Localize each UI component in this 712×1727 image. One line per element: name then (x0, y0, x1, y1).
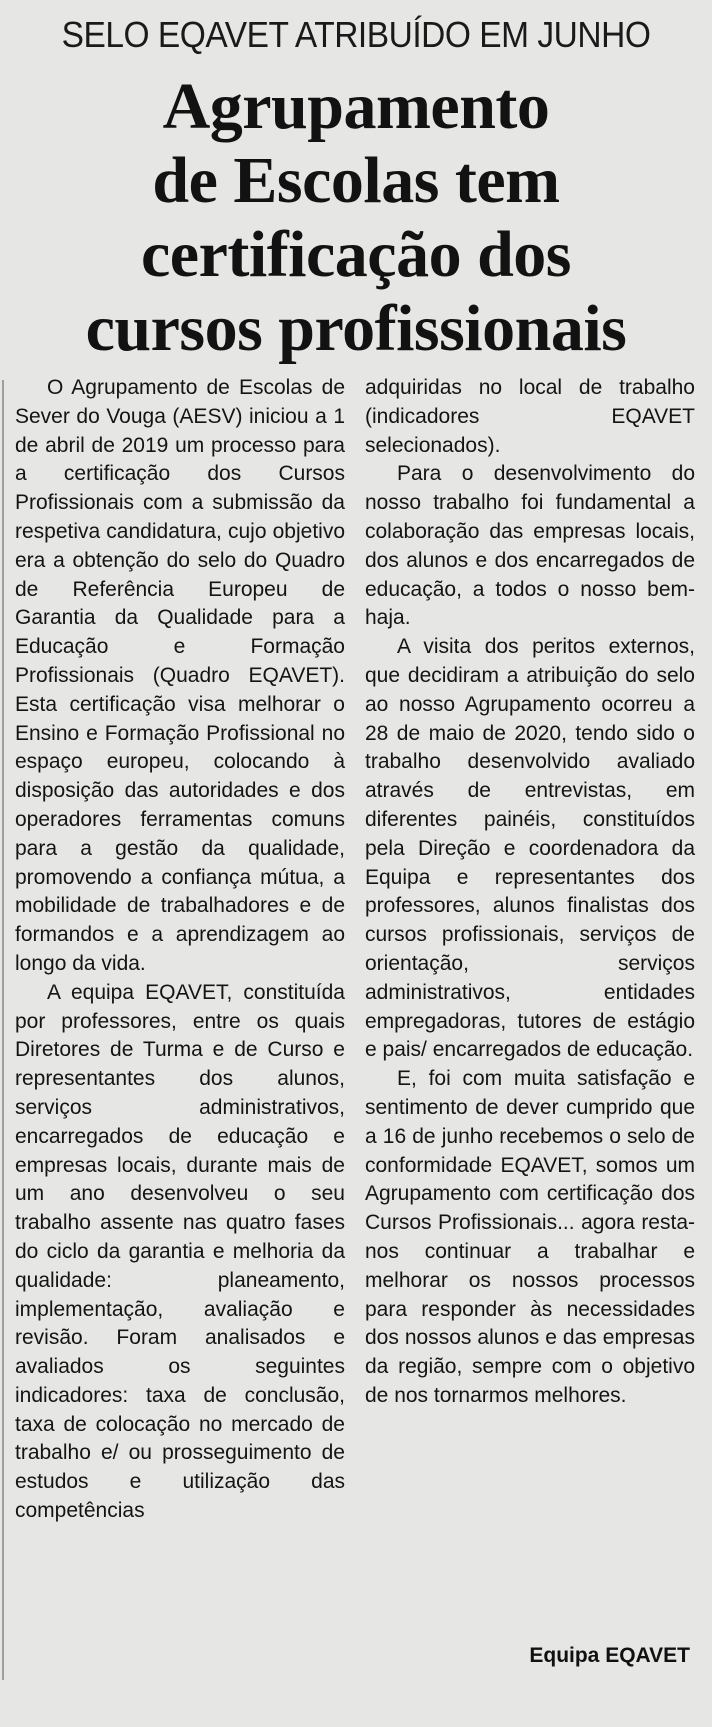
article-body (15, 374, 695, 1526)
article-headline (0, 70, 712, 366)
headline-line-1: Agrupamento (162, 70, 550, 143)
article-signature: Equipa EQAVET (529, 1644, 690, 1667)
column-edge-divider (2, 380, 4, 1680)
paragraph-conclusion: E, foi com muita satisfação e sentimento de dever cumprido que a 16 de junho recebemos o selo de conformidade EQAVET, somos um Agrupamento com certificação dos Cursos Profissionais... agora resta-nos continuar a trabalhar e melhorar os nossos processos para responder às necessidades dos nossos alunos e das empresas da região, sempre com o objetivo de nos tornarmos melhores. (365, 1067, 695, 1407)
paragraph-team: A equipa EQAVET, constituída por professores, entre os quais Diretores de Turma e de Curso e representantes dos alunos, serviços administrativos, encarregados de educação e empresas locais, durante mais de um ano desenvolveu o seu trabalho assente nas quatro fases do ciclo da garantia e melhoria da qualidade: planeamento, implementação, avaliação e revisão. Foram analisados e avaliados os seguintes indicadores: taxa de conclusão, taxa de colocação no mercado de trabalho e/ ou prosseguimento de estudos e utilização das competências (15, 980, 345, 1523)
paragraph-intro: O Agrupamento de Escolas de Sever do Vouga (AESV) iniciou a 1 de abril de 2019 um processo para a certificação dos Cursos Profissionais com a submissão da respetiva candidatura, cujo objetivo era a obtenção do selo do Quadro de Referência Europeu de Garantia da Qualidade para a Educação e Formação Profissionais (Quadro EQAVET). Esta certificação visa melhorar o Ensino e Formação Profissional no espaço europeu, colocando à disposição das autoridades e dos operadores ferramentas comuns para a gestão da qualidade, promovendo a confiança mútua, a mobilidade de trabalhadores e de formandos e a aprendizagem ao longo da vida. (15, 376, 345, 975)
headline-line-2: de Escolas tem (152, 144, 560, 217)
headline-line-4: cursos profissionais (85, 292, 627, 365)
headline-line-3: certificação dos (141, 218, 571, 291)
paragraph-continuation: adquiridas no local de trabalho (indicadores EQAVET selecionados). (365, 376, 695, 457)
article-column-right (365, 374, 695, 1526)
paragraph-thanks: Para o desenvolvimento do nosso trabalho foi fundamental a colaboração das empresas locais, dos alunos e dos encarregados de educação, a todos o nosso bem-haja. (365, 462, 695, 630)
paragraph-visit: A visita dos peritos externos, que decidiram a atribuição do selo ao nosso Agrupamento ocorreu a 28 de maio de 2020, tendo sido o trabalho desenvolvido avaliado através de entrevistas, em diferentes painéis, constituídos pela Direção e coordenadora da Equipa e representantes dos professores, alunos finalistas dos cursos profissionais, serviços de orientação, serviços administrativos, entidades empregadoras, tutores de estágio e pais/ encarregados de educação. (365, 635, 695, 1062)
article-column-left (15, 374, 345, 1526)
article-kicker: SELO EQAVET ATRIBUÍDO EM JUNHO (61, 14, 651, 55)
